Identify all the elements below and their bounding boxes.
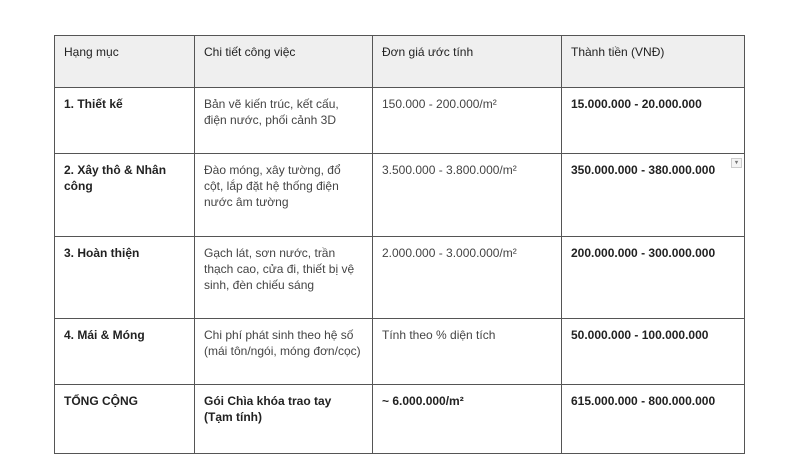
header-cell: Chi tiết công việc <box>195 36 373 88</box>
item-cell: 3. Hoàn thiện <box>55 237 195 319</box>
detail-cell: Gạch lát, sơn nước, trần thạch cao, cửa đi, thiết bị vệ sinh, đèn chiếu sáng <box>195 237 373 319</box>
detail-cell: Bản vẽ kiến trúc, kết cấu, điện nước, phối cảnh 3D <box>195 88 373 154</box>
header-cell: Đơn giá ước tính <box>373 36 562 88</box>
unit-price-cell: 3.500.000 - 3.800.000/m² <box>373 154 562 237</box>
item-cell: 4. Mái & Móng <box>55 319 195 385</box>
detail-cell: Gói Chìa khóa trao tay (Tạm tính) <box>195 385 373 454</box>
unit-price-cell: 150.000 - 200.000/m² <box>373 88 562 154</box>
detail-cell: Đào móng, xây tường, đổ cột, lắp đặt hệ thống điện nước âm tường <box>195 154 373 237</box>
item-cell: 1. Thiết kế <box>55 88 195 154</box>
total-cell: 50.000.000 - 100.000.000 <box>562 319 745 385</box>
total-cell: 200.000.000 - 300.000.000 <box>562 237 745 319</box>
table-row <box>55 154 745 237</box>
unit-price-cell: ~ 6.000.000/m² <box>373 385 562 454</box>
total-cell <box>562 154 745 237</box>
header-cell: Hạng mục <box>55 36 195 88</box>
unit-price-cell: 2.000.000 - 3.000.000/m² <box>373 237 562 319</box>
total-value: 350.000.000 - 380.000.000 <box>571 163 716 177</box>
table-row <box>55 88 745 154</box>
item-cell: TỔNG CỘNG <box>55 385 195 454</box>
unit-price-cell: Tính theo % diện tích <box>373 319 562 385</box>
header-cell: Thành tiền (VNĐ) <box>562 36 745 88</box>
total-cell: 615.000.000 - 800.000.000 <box>562 385 745 454</box>
cost-table <box>54 35 745 454</box>
dropdown-arrow-icon[interactable]: ▾ <box>731 158 742 168</box>
total-row <box>55 385 745 454</box>
table-header-row <box>55 36 745 88</box>
table-row <box>55 237 745 319</box>
detail-cell: Chi phí phát sinh theo hệ số (mái tôn/ngói, móng đơn/cọc) <box>195 319 373 385</box>
item-cell: 2. Xây thô & Nhân công <box>55 154 195 237</box>
total-cell: 15.000.000 - 20.000.000 <box>562 88 745 154</box>
table-row <box>55 319 745 385</box>
